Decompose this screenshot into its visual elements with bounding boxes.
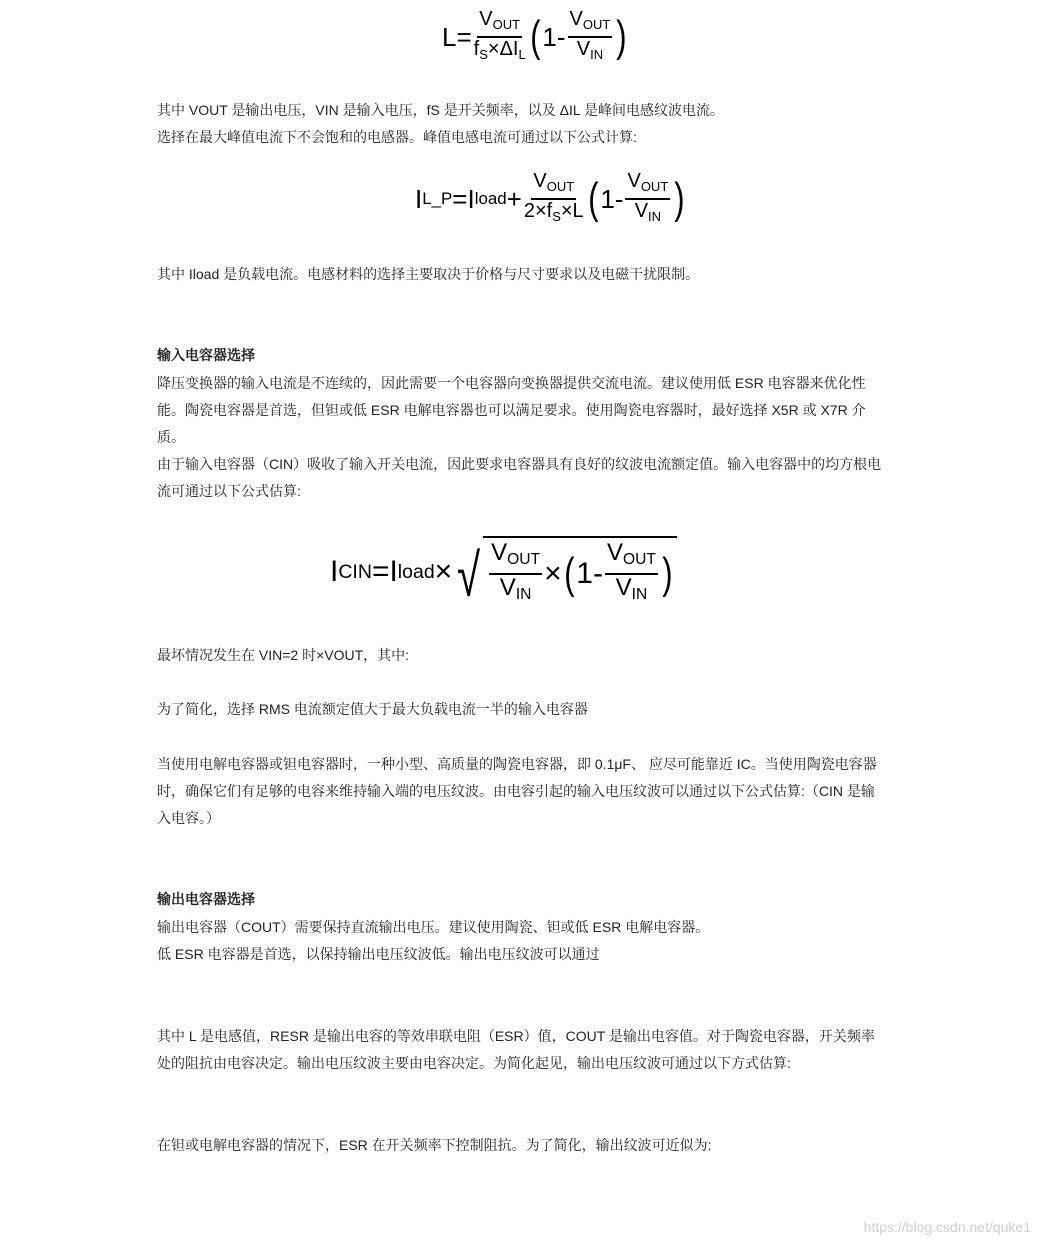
paragraph: 当使用电解电容器或钽电容器时，一种小型、高质量的陶瓷电容器，即 0.1μF、 应尽可能靠近 IC。当使用陶瓷电容器时，确保它们有足够的电容来维持输入端的电压纹波。由电容引起的输入电压纹波可以通过以下公式估算:（CIN 是输入电容。）: [157, 756, 877, 826]
square-root: $\frac{V_{OUT}}{V_{IN}}$ × ( 1- $\frac{V_{OUT}}{V_{IN}}$ ): [483, 536, 676, 608]
paragraph: 其中 Iload 是负载电流。电感材料的选择主要取决于价格与尺寸要求以及电磁干扰限制。: [157, 266, 700, 282]
paragraph: 其中 L 是电感值，RESR 是输出电容的等效串联电阻（ESR）值，COUT 是输出电容值。对于陶瓷电容器，开关频率处的阻抗由电容决定。输出电压纹波主要由电容决定。为简化起见，输出电压纹波可通过以下方式估算:: [157, 1028, 875, 1071]
paragraph: 降压变换器的输入电流是不连续的，因此需要一个电容器向变换器提供交流电流。建议使用低 ESR 电容器来优化性能。陶瓷电容器是首选，但钽或低 ESR 电解电容器也可以满足要求。使用陶瓷电容器时，最好选择 X5R 或 X7R 介质。: [157, 375, 866, 445]
fraction: $\frac{V_{OUT}}{2\times f_S\times L}$: [523, 170, 584, 224]
formula-text: L=: [442, 21, 472, 52]
paragraph: 由于输入电容器（CIN）吸收了输入开关电流，因此要求电容器具有良好的纹波电流额定值。输入电容器中的均方根电流可通过以下公式估算:: [157, 456, 882, 499]
peak-current-formula: I L_P =I load + $\frac{V_{OUT}}{2\times f_S\times L}$ ( 1- $\frac{V_{OUT}}{V_{IN}}$ ): [415, 170, 687, 228]
paragraph: 输出电容器（COUT）需要保持直流输出电压。建议使用陶瓷、钽或低 ESR 电解电容器。: [157, 919, 710, 935]
fraction: $\frac{V_{OUT}}{V_{IN}}$: [627, 170, 669, 224]
section-heading: 输入电容器选择: [157, 347, 255, 363]
fraction: $\frac{V_{OUT}}{f_S\times\Delta I_L}$: [473, 8, 526, 62]
paragraph: 在钽或电解电容器的情况下，ESR 在开关频率下控制阻抗。为了简化，输出纹波可近似为:: [157, 1137, 712, 1153]
paragraph: 其中 VOUT 是输出电压，VIN 是输入电压，fS 是开关频率，以及 ΔIL 是峰间电感纹波电流。: [157, 102, 725, 118]
input-rms-current-formula: I CIN =I load × √ $\frac{V_{OUT}}{V_{IN}}$ × ( 1- $\frac{V_{OUT}}{V_{IN}}$ ): [330, 536, 677, 608]
paragraph: 为了简化，选择 RMS 电流额定值大于最大负载电流一半的输入电容器: [157, 701, 588, 717]
paragraph: 低 ESR 电容器是首选，以保持输出电压纹波低。输出电压纹波可以通过: [157, 946, 600, 962]
inductor-formula: L= $\frac{V_{OUT}}{f_S\times\Delta I_L}$ ( 1- $\frac{V_{OUT}}{V_{IN}}$ ): [442, 8, 629, 66]
paragraph: 选择在最大峰值电流下不会饱和的电感器。峰值电感电流可通过以下公式计算:: [157, 129, 637, 145]
fraction: $\frac{V_{OUT}}{V_{IN}}$: [569, 8, 611, 62]
paragraph: 最坏情况发生在 VIN=2 时×VOUT，其中:: [157, 647, 410, 663]
section-heading: 输出电容器选择: [157, 891, 255, 907]
watermark: https://blog.csdn.net/quke1: [863, 1219, 1031, 1235]
